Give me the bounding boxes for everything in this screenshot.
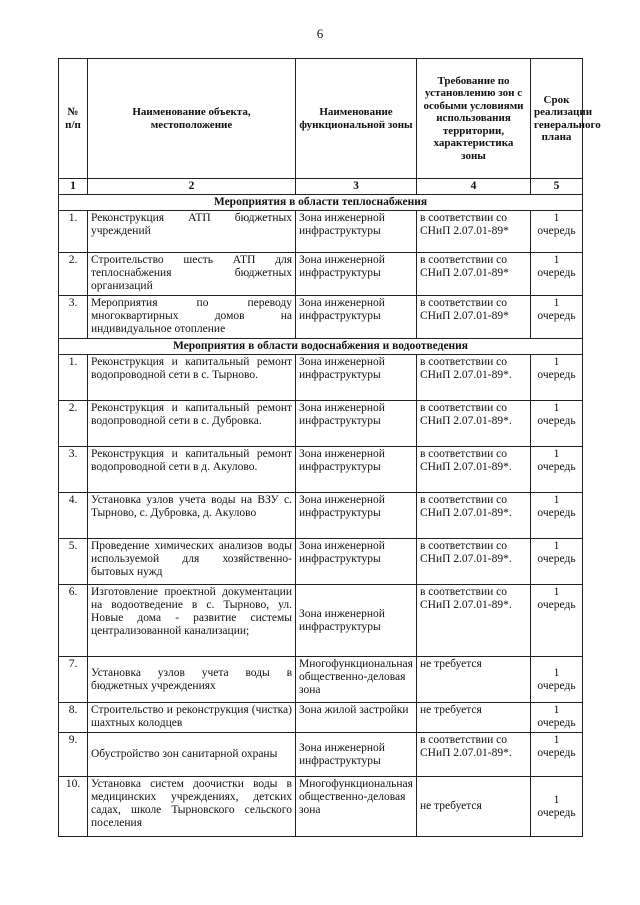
row-object: Установка узлов учета воды в бюджетных учреждениях bbox=[88, 657, 296, 703]
row-object: Строительство и реконструкция (чистка) шахтных колодцев bbox=[88, 703, 296, 733]
row-requirement: в соответствии со СНиП 2.07.01-89*. bbox=[417, 733, 531, 777]
row-requirement: в соответствии со СНиП 2.07.01-89*. bbox=[417, 447, 531, 493]
row-number: 1. bbox=[59, 355, 88, 401]
row-term: 1 очередь bbox=[531, 401, 583, 447]
header-zone: Наименование функциональной зоны bbox=[296, 59, 417, 179]
table-row bbox=[59, 657, 583, 703]
row-term: 1 очередь bbox=[531, 211, 583, 253]
table-row bbox=[59, 447, 583, 493]
row-term: 1 очередь bbox=[531, 657, 583, 703]
table-row bbox=[59, 585, 583, 657]
row-zone: Зона инженерной инфраструктуры bbox=[296, 401, 417, 447]
row-number: 1. bbox=[59, 211, 88, 253]
col-number: 1 bbox=[59, 179, 88, 195]
row-requirement: в соответствии со СНиП 2.07.01-89* bbox=[417, 253, 531, 296]
row-requirement: не требуется bbox=[417, 703, 531, 733]
row-object: Изготовление проектной документации на водоотведение в с. Тырново, ул. Новые дома - развитие системы централизованной канализации; bbox=[88, 585, 296, 657]
row-zone: Зона инженерной инфраструктуры bbox=[296, 296, 417, 339]
row-term: 1 очередь bbox=[531, 296, 583, 339]
table-row bbox=[59, 211, 583, 253]
row-object: Реконструкция АТП бюджетных учреждений bbox=[88, 211, 296, 253]
row-zone: Зона инженерной инфраструктуры bbox=[296, 493, 417, 539]
row-requirement: в соответствии со СНиП 2.07.01-89*. bbox=[417, 539, 531, 585]
row-zone: Многофункциональная общественно-деловая зона bbox=[296, 777, 417, 837]
header-object: Наименование объекта, местоположение bbox=[88, 59, 296, 179]
row-requirement: в соответствии со СНиП 2.07.01-89*. bbox=[417, 401, 531, 447]
row-object: Реконструкция и капитальный ремонт водопроводной сети в с. Тырново. bbox=[88, 355, 296, 401]
table-row bbox=[59, 253, 583, 296]
row-number: 10. bbox=[59, 777, 88, 837]
header-term: Срок реализации генерального плана bbox=[531, 59, 583, 179]
measures-table bbox=[58, 58, 601, 837]
row-requirement: в соответствии со СНиП 2.07.01-89*. bbox=[417, 493, 531, 539]
row-zone: Зона инженерной инфраструктуры bbox=[296, 253, 417, 296]
row-object: Установка систем доочистки воды в медицинских учреждениях, детских садах, школе Тырновского сельского поселения bbox=[88, 777, 296, 837]
col-number: 3 bbox=[296, 179, 417, 195]
row-zone: Зона жилой застройки bbox=[296, 703, 417, 733]
page-number: 6 bbox=[316, 26, 324, 41]
row-zone: Зона инженерной инфраструктуры bbox=[296, 211, 417, 253]
header-number: № п/п bbox=[59, 59, 88, 179]
row-term: 1 очередь bbox=[531, 355, 583, 401]
row-requirement: не требуется bbox=[417, 777, 531, 837]
col-number: 5 bbox=[531, 179, 583, 195]
row-object: Установка узлов учета воды на ВЗУ с. Тырново, с. Дубровка, д. Акулово bbox=[88, 493, 296, 539]
section-title: Мероприятия в области теплоснабжения bbox=[59, 195, 583, 211]
row-number: 8. bbox=[59, 703, 88, 733]
row-number: 5. bbox=[59, 539, 88, 585]
table-row bbox=[59, 703, 583, 733]
table-row bbox=[59, 539, 583, 585]
section-title: Мероприятия в области водоснабжения и водоотведения bbox=[59, 339, 583, 355]
row-requirement: в соответствии со СНиП 2.07.01-89* bbox=[417, 211, 531, 253]
row-term: 1 очередь bbox=[531, 585, 583, 657]
row-requirement: в соответствии со СНиП 2.07.01-89*. bbox=[417, 585, 531, 657]
row-term: 1 очередь bbox=[531, 253, 583, 296]
row-term: 1 очередь bbox=[531, 777, 583, 837]
row-number: 2. bbox=[59, 253, 88, 296]
table-row bbox=[59, 493, 583, 539]
row-number: 6. bbox=[59, 585, 88, 657]
table-row bbox=[59, 777, 583, 837]
table-row bbox=[59, 296, 583, 339]
row-zone: Зона инженерной инфраструктуры bbox=[296, 355, 417, 401]
row-number: 3. bbox=[59, 447, 88, 493]
row-object: Строительство шесть АТП для теплоснабжения бюджетных организаций bbox=[88, 253, 296, 296]
row-requirement: в соответствии со СНиП 2.07.01-89*. bbox=[417, 355, 531, 401]
row-term: 1 очередь bbox=[531, 703, 583, 733]
row-zone: Зона инженерной инфраструктуры bbox=[296, 447, 417, 493]
row-object: Реконструкция и капитальный ремонт водопроводной сети в с. Дубровка. bbox=[88, 401, 296, 447]
row-zone: Многофункциональная общественно-деловая зона bbox=[296, 657, 417, 703]
row-zone: Зона инженерной инфраструктуры bbox=[296, 539, 417, 585]
row-object: Реконструкция и капитальный ремонт водопроводной сети в д. Акулово. bbox=[88, 447, 296, 493]
row-object: Обустройство зон санитарной охраны bbox=[88, 733, 296, 777]
row-number: 3. bbox=[59, 296, 88, 339]
row-term: 1 очередь bbox=[531, 539, 583, 585]
header-requirement: Требование по установлению зон с особыми условиями использования территории, характеристика зоны bbox=[417, 59, 531, 179]
row-object: Мероприятия по переводу многоквартирных домов на индивидуальное отопление bbox=[88, 296, 296, 339]
row-zone: Зона инженерной инфраструктуры bbox=[296, 733, 417, 777]
row-number: 9. bbox=[59, 733, 88, 777]
row-number: 7. bbox=[59, 657, 88, 703]
table-row bbox=[59, 733, 583, 777]
row-term: 1 очередь bbox=[531, 447, 583, 493]
row-number: 2. bbox=[59, 401, 88, 447]
table-row bbox=[59, 355, 583, 401]
row-requirement: в соответствии со СНиП 2.07.01-89* bbox=[417, 296, 531, 339]
row-zone: Зона инженерной инфраструктуры bbox=[296, 585, 417, 657]
row-requirement: не требуется bbox=[417, 657, 531, 703]
row-term: 1 очередь bbox=[531, 733, 583, 777]
col-number: 2 bbox=[88, 179, 296, 195]
table-row bbox=[59, 401, 583, 447]
col-number: 4 bbox=[417, 179, 531, 195]
row-term: 1 очередь bbox=[531, 493, 583, 539]
row-object: Проведение химических анализов воды используемой для хозяйственно-бытовых нужд bbox=[88, 539, 296, 585]
row-number: 4. bbox=[59, 493, 88, 539]
